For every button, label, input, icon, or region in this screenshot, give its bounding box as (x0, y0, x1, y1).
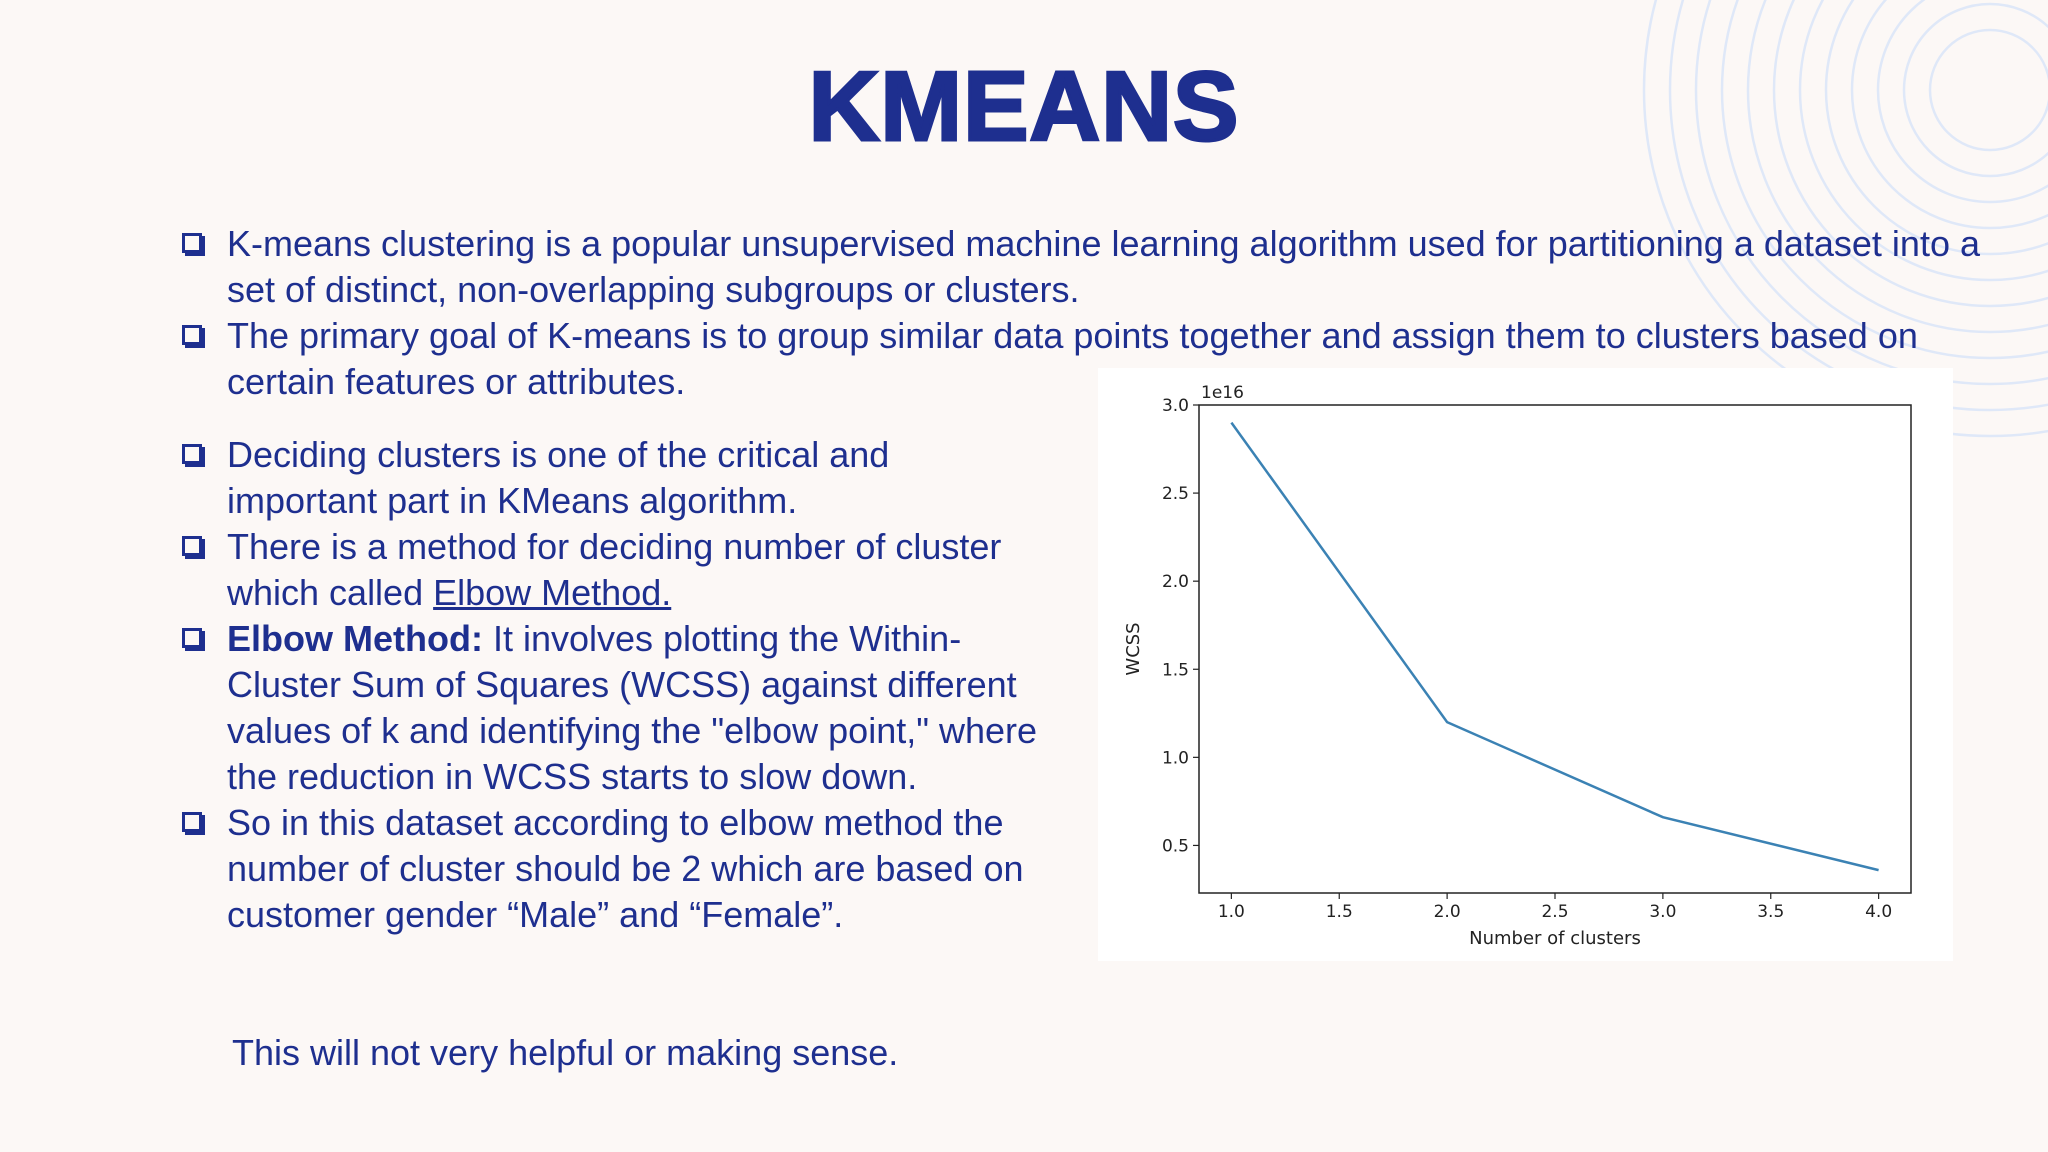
x-tick-label: 1.0 (1217, 902, 1245, 922)
bullet-text: Deciding clusters is one of the critical and important part in KMeans algorithm. (227, 434, 890, 521)
y-tick-label: 2.0 (1161, 572, 1189, 593)
y-tick-label: 1.0 (1161, 748, 1189, 769)
y-axis-label: WCSS (1123, 622, 1144, 676)
bullet-text: It involves plotting the Within-Cluster Sum of Squares (WCSS) against different values of k and identifying the "elbow point," where the reduction in WCSS starts to slow down. (227, 618, 1038, 797)
elbow-method-link[interactable]: Elbow Method. (433, 572, 672, 613)
x-tick-label: 2.5 (1541, 902, 1569, 922)
checkbox-bullet-icon (182, 444, 202, 464)
elbow-bullet-list (182, 432, 1042, 938)
y-tick-label: 3.0 (1161, 396, 1189, 416)
x-tick-label: 1.5 (1325, 902, 1353, 922)
x-tick-label: 3.5 (1757, 902, 1785, 922)
bullet-item (182, 524, 1042, 616)
checkbox-bullet-icon (182, 233, 202, 253)
bullet-text: K-means clustering is a popular unsupervised machine learning algorithm used for partitioning a dataset into a set of distinct, non-overlapping subgroups or clusters. (227, 223, 1980, 310)
bullet-item (182, 800, 1042, 938)
page-title: KMEANS (808, 51, 1240, 161)
checkbox-bullet-icon (182, 325, 202, 345)
elbow-chart (1098, 368, 1953, 961)
checkbox-bullet-icon (182, 628, 202, 648)
y-tick-label: 2.5 (1161, 484, 1189, 505)
bullet-item (182, 221, 2022, 313)
y-tick-label: 0.5 (1161, 836, 1189, 857)
conclusion-text: This will not very helpful or making sense. (232, 1032, 899, 1073)
checkbox-bullet-icon (182, 536, 202, 556)
bullet-text: So in this dataset according to elbow method the number of cluster should be 2 which are based on customer gender “Male” and “Female”. (227, 802, 1024, 935)
x-tick-label: 2.0 (1433, 902, 1461, 922)
elbow-method-term: Elbow Method: (227, 618, 483, 659)
checkbox-bullet-icon (182, 812, 202, 832)
y-offset-label: 1e16 (1201, 383, 1244, 403)
plot-frame (1199, 405, 1911, 893)
x-axis-label: Number of clusters (1469, 928, 1641, 949)
y-tick-label: 1.5 (1161, 660, 1189, 681)
bullet-text: The primary goal of K-means is to group similar data points together and assign them to clusters based on certain features or attributes. (227, 315, 1918, 402)
bullet-item (182, 616, 1042, 800)
bullet-item (182, 432, 1042, 524)
x-tick-label: 3.0 (1649, 902, 1677, 922)
elbow-chart-svg (1098, 368, 1953, 961)
wcss-series-line (1231, 423, 1878, 870)
bullet-text: There is a method for deciding number of cluster which called (227, 526, 1002, 613)
x-tick-label: 4.0 (1865, 902, 1893, 922)
